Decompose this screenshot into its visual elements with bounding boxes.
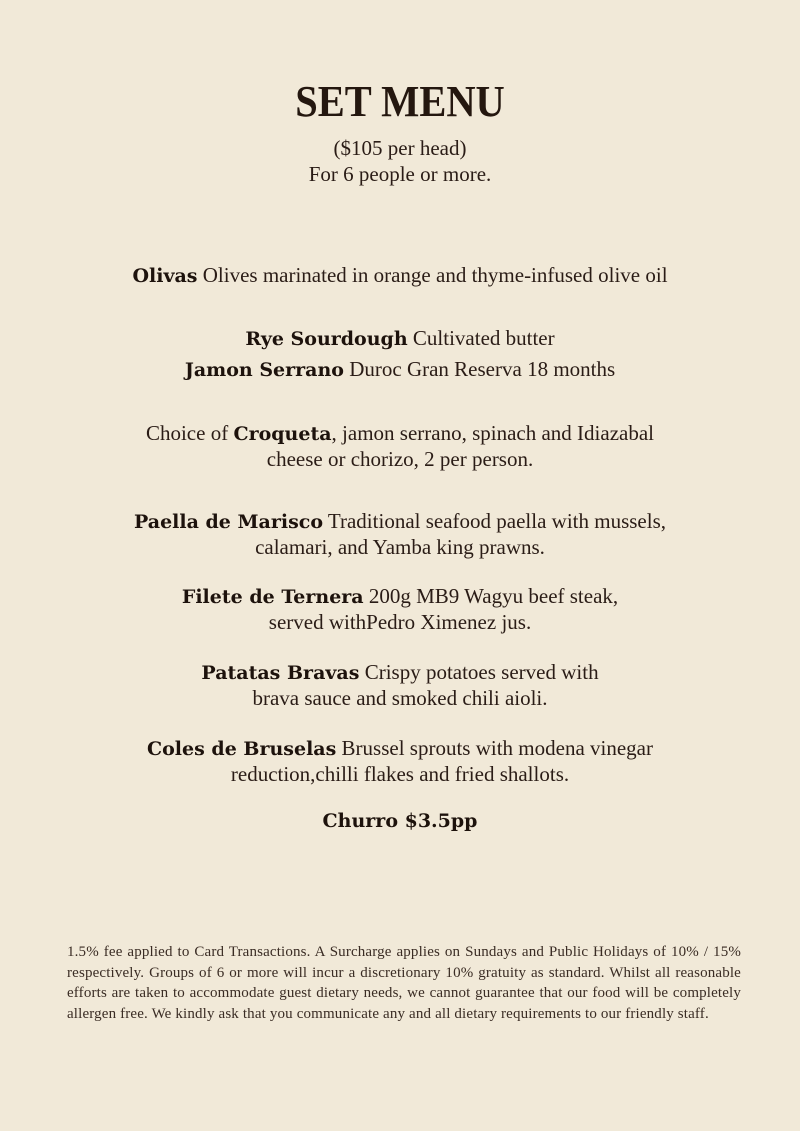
- menu-item-patatas-bravas: [0, 660, 800, 685]
- dish-description: Traditional seafood paella with mussels,: [327, 509, 666, 533]
- dish-description: Brussel sprouts with modena vinegar: [341, 736, 653, 760]
- choice-prefix: Choice of: [145, 421, 229, 445]
- menu-item-churro: [0, 808, 800, 833]
- dish-name: Coles de Bruselas: [147, 738, 337, 760]
- menu-item-croqueta: [0, 421, 800, 446]
- price-per-head: ($105 per head): [333, 136, 467, 160]
- menu-item-filete-cont: [0, 610, 800, 635]
- group-size-note: For 6 people or more.: [308, 162, 492, 186]
- menu-item-croqueta-cont: [0, 447, 800, 472]
- menu-item-filete: [0, 584, 800, 609]
- dish-description: brava sauce and smoked chili aioli.: [252, 686, 548, 710]
- dish-name: Churro $3.5pp: [322, 810, 478, 832]
- dish-description: cheese or chorizo, 2 per person.: [266, 447, 534, 471]
- menu-item-coles-cont: [0, 762, 800, 787]
- dish-name: Rye Sourdough: [245, 328, 408, 350]
- dish-description: reduction,chilli flakes and fried shallots.: [230, 762, 570, 786]
- menu-item-jamon-serrano: [0, 357, 800, 382]
- dish-name: Paella de Marisco: [133, 511, 324, 533]
- dish-name: Patatas Bravas: [201, 662, 360, 684]
- dish-description: , jamon serrano, spinach and Idiazabal: [331, 421, 655, 445]
- dish-name: Croqueta: [233, 423, 332, 445]
- menu-item-paella-cont: [0, 535, 800, 560]
- dish-description: Duroc Gran Reserva 18 months: [349, 357, 616, 381]
- dish-name: Filete de Ternera: [181, 586, 364, 608]
- dish-description: served withPedro Ximenez jus.: [268, 610, 532, 634]
- dish-description: Cultivated butter: [412, 326, 555, 350]
- dish-description: calamari, and Yamba king prawns.: [255, 535, 545, 559]
- dish-description: 200g MB9 Wagyu beef steak,: [368, 584, 619, 608]
- dish-name: Jamon Serrano: [184, 359, 344, 381]
- menu-item-paella: [0, 509, 800, 534]
- page-title: SET MENU: [295, 77, 505, 126]
- surcharge-disclaimer: 1.5% fee applied to Card Transactions. A Surcharge applies on Sundays and Public Holidays of 10% / 15% respectively. Groups of 6 or more will incur a discretionary 10% gratuity as standard. Whilst all reasonable efforts are taken to accommodate guest dietary needs, we cannot guarantee that our food will be completely allergen free. We kindly ask that you communicate any and all dietary requirements to our friendly staff.: [67, 944, 741, 1022]
- dish-description: Olives marinated in orange and thyme-infused olive oil: [202, 263, 668, 287]
- menu-item-olivas: [0, 263, 800, 288]
- menu-item-coles: [0, 736, 800, 761]
- menu-item-rye-sourdough: [0, 326, 800, 351]
- dish-description: Crispy potatoes served with: [364, 660, 599, 684]
- dish-name: Olivas: [132, 265, 198, 287]
- menu-item-patatas-cont: [0, 686, 800, 711]
